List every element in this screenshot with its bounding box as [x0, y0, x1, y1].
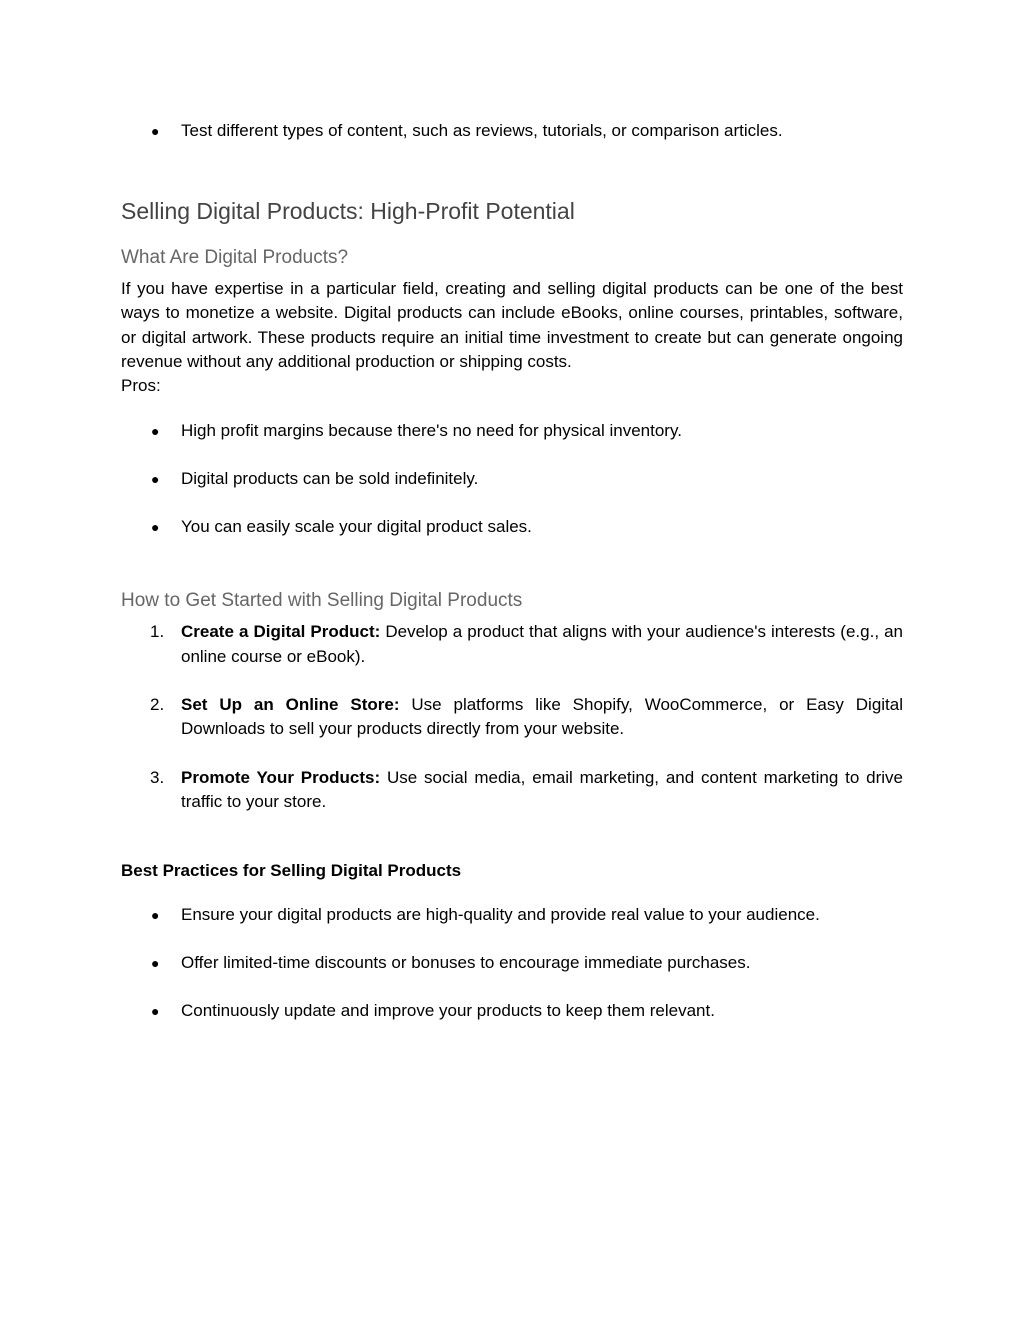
list-item	[121, 951, 903, 975]
best-practices-heading: Best Practices for Selling Digital Products	[121, 861, 462, 881]
section-title: Selling Digital Products: High-Profit Potential	[121, 198, 575, 224]
list-item-text: You can easily scale your digital product sales.	[181, 517, 532, 537]
step-item	[121, 766, 903, 815]
list-item-text: Offer limited-time discounts or bonuses to encourage immediate purchases.	[181, 953, 751, 973]
step-text: Use platforms like Shopify, WooCommerce, or Easy Digital Downloads to sell your products directly from your website.	[181, 695, 904, 739]
step-label: Promote Your Products:	[181, 767, 381, 787]
pros-list	[121, 419, 903, 539]
step-number: 1.	[150, 622, 165, 642]
step-text: Develop a product that aligns with your audience's interests (e.g., an online course or eBook).	[181, 622, 903, 666]
get-started-steps	[121, 620, 903, 814]
pros-label: Pros:	[121, 376, 161, 396]
step-label: Create a Digital Product:	[181, 622, 381, 642]
best-practices-list	[121, 903, 903, 1023]
list-item-text: Ensure your digital products are high-quality and provide real value to your audience.	[181, 905, 820, 925]
list-item-text: Test different types of content, such as reviews, tutorials, or comparison articles.	[181, 121, 783, 140]
bullet-icon: ●	[151, 123, 160, 139]
bullet-icon: ●	[151, 1003, 160, 1020]
step-number: 3.	[150, 767, 165, 787]
what-are-heading: What Are Digital Products?	[121, 247, 349, 268]
bullet-icon: ●	[151, 471, 160, 488]
bullet-icon: ●	[151, 907, 160, 924]
list-item-text: Digital products can be sold indefinitely.	[181, 469, 479, 489]
list-item	[121, 419, 903, 443]
bullet-icon: ●	[151, 519, 160, 536]
what-are-paragraph: If you have expertise in a particular field, creating and selling digital products can be one of the best ways to monetize a website. Digital products can include eBooks, online courses, printables, software, or digital artwork. These products require an initial time investment to create but can generate ongoing revenue without any additional production or shipping costs.	[121, 279, 903, 371]
bullet-icon: ●	[151, 423, 160, 440]
step-item	[121, 693, 903, 742]
step-number: 2.	[150, 695, 165, 715]
step-item	[121, 620, 903, 669]
list-item	[121, 119, 903, 143]
list-item-text: High profit margins because there's no need for physical inventory.	[181, 421, 682, 441]
step-label: Set Up an Online Store:	[181, 695, 400, 715]
list-item	[121, 467, 903, 491]
get-started-heading: How to Get Started with Selling Digital Products	[121, 590, 523, 612]
top-bullet-list	[121, 119, 903, 143]
list-item	[121, 903, 903, 927]
bullet-icon: ●	[151, 955, 160, 972]
list-item	[121, 999, 903, 1023]
document-content	[121, 119, 903, 1023]
step-text: Use social media, email marketing, and content marketing to drive traffic to your store.	[181, 767, 903, 811]
list-item-text: Continuously update and improve your products to keep them relevant.	[181, 1001, 715, 1021]
list-item	[121, 515, 903, 539]
